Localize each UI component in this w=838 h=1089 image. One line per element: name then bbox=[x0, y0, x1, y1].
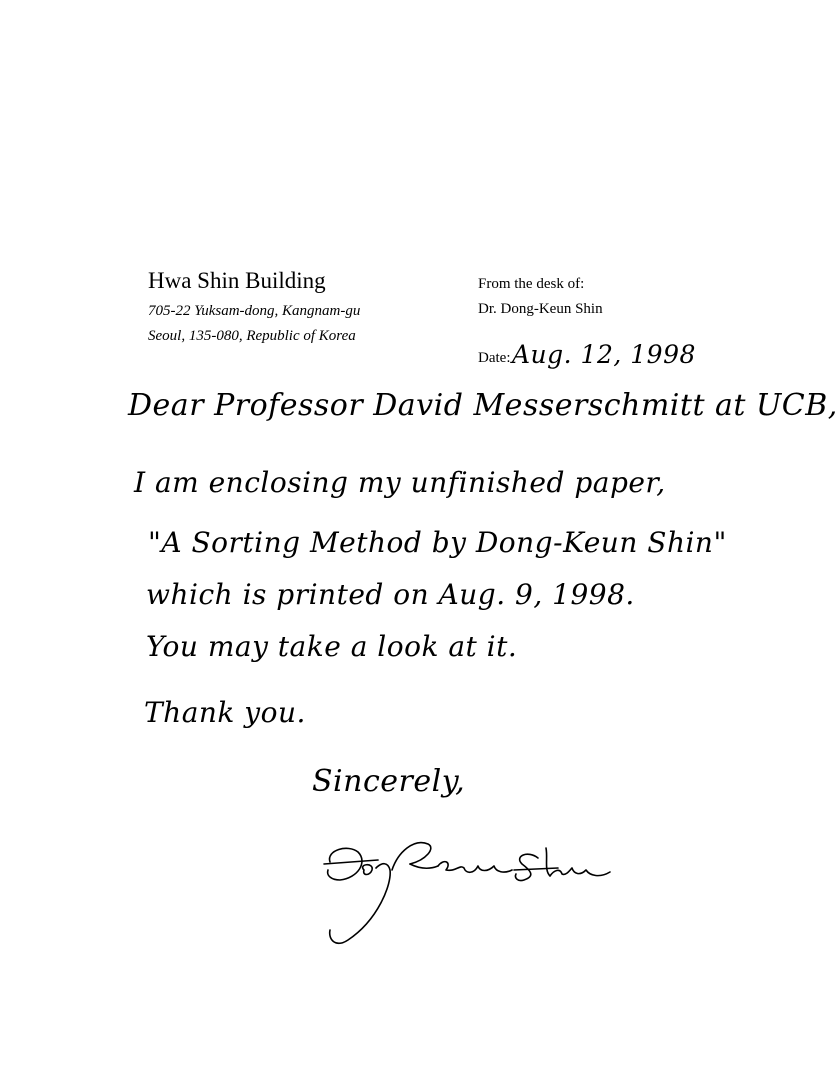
letterhead-address-line-2: Seoul, 135-080, Republic of Korea bbox=[148, 328, 356, 344]
desk-owner-name: Dr. Dong-Keun Shin bbox=[478, 301, 603, 317]
letterhead-address-line-1: 705-22 Yuksam-dong, Kangnam-gu bbox=[148, 303, 361, 319]
body-line: Thank you. bbox=[144, 696, 306, 729]
from-desk-label: From the desk of: bbox=[478, 276, 585, 292]
date-label: Date: bbox=[478, 350, 511, 366]
closing: Sincerely, bbox=[312, 764, 466, 799]
body-line: "A Sorting Method by Dong-Keun Shin" bbox=[148, 526, 727, 559]
body-line: You may take a look at it. bbox=[146, 630, 518, 663]
letterhead-building-name: Hwa Shin Building bbox=[148, 268, 326, 293]
salutation: Dear Professor David Messerschmitt at UCB, bbox=[128, 388, 838, 423]
handwritten-date: Aug. 12, 1998 bbox=[512, 340, 696, 369]
body-line: which is printed on Aug. 9, 1998. bbox=[146, 578, 635, 611]
handwritten-signature bbox=[318, 840, 618, 950]
body-line: I am enclosing my unfinished paper, bbox=[134, 466, 666, 499]
